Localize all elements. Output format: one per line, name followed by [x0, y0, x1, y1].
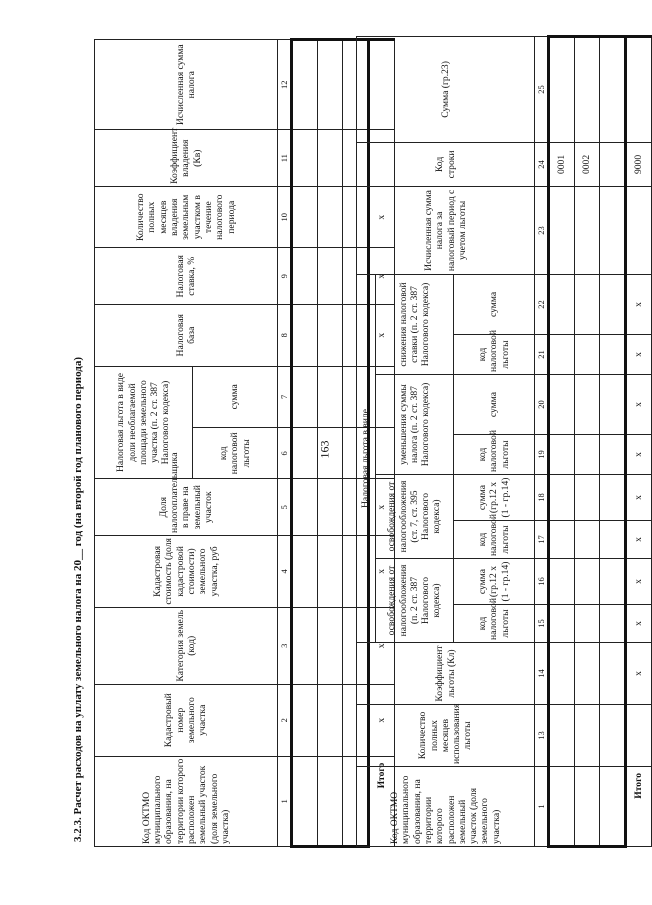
cell[interactable]: [549, 643, 575, 705]
header-sum-formula: сумма (гр.12 x (1 - гр.14): [454, 559, 535, 605]
header-relief-code: код налоговой льготы: [454, 521, 535, 559]
cell[interactable]: [575, 274, 600, 334]
cell[interactable]: [600, 475, 626, 521]
cell[interactable]: [575, 335, 600, 375]
total-cell: x: [626, 475, 652, 521]
col-number: 25: [535, 36, 549, 142]
header-relief-code: код налоговой льготы: [454, 605, 535, 643]
total-cell: x: [369, 535, 395, 607]
column-number-row: [278, 40, 292, 847]
header-relief-months: Количество полных месяцев использования льготы: [357, 705, 535, 767]
cell[interactable]: [600, 705, 626, 767]
cell[interactable]: [318, 535, 343, 607]
cell[interactable]: [292, 366, 318, 428]
col-number: 24: [535, 142, 549, 186]
header-tax-with-relief: Исчисленная сумма налога за налоговый период с учетом льготы: [357, 186, 535, 274]
total-cell: x: [626, 274, 652, 334]
cell[interactable]: [549, 475, 575, 521]
cell[interactable]: [549, 375, 575, 435]
column-number-row: [535, 36, 549, 846]
cell[interactable]: [600, 186, 626, 274]
cell[interactable]: [549, 335, 575, 375]
cell[interactable]: [600, 274, 626, 334]
cell[interactable]: [600, 521, 626, 559]
col-number: 10: [278, 186, 292, 248]
col-number: 21: [535, 335, 549, 375]
cell[interactable]: [292, 248, 318, 304]
cell[interactable]: [549, 36, 575, 142]
cell[interactable]: [549, 559, 575, 605]
cell[interactable]: [318, 428, 343, 479]
cell[interactable]: [549, 435, 575, 475]
cell[interactable]: [292, 479, 318, 535]
cell[interactable]: [575, 521, 600, 559]
cell[interactable]: [575, 375, 600, 435]
col-number: 5: [278, 479, 292, 535]
header-tax-base: Налоговая база: [95, 304, 278, 366]
header-relief-coef: Коэффициент льготы (Кл): [357, 643, 535, 705]
cell[interactable]: [318, 40, 343, 130]
col-number: 22: [535, 274, 549, 334]
cell[interactable]: [575, 475, 600, 521]
table-row: [318, 40, 343, 847]
header-exempt-387: освобождения от налогообложения (п. 2 ст. 387 Налогового кодекса): [376, 559, 454, 643]
total-cell: x: [369, 607, 395, 684]
cell[interactable]: [600, 767, 626, 847]
total-cell: x: [626, 335, 652, 375]
cell[interactable]: [575, 559, 600, 605]
header-oktmo: Код ОКТМО муниципального образования, на территории которого расположен земельный участок (доля земельного участка): [95, 756, 278, 846]
header-tax-total: Сумма (гр.23): [357, 36, 535, 142]
total-cell: x: [369, 684, 395, 756]
header-sum: сумма: [454, 375, 535, 435]
total-cell: x: [369, 248, 395, 304]
header-row-code: Код строки: [357, 142, 535, 186]
total-cell: x: [369, 479, 395, 535]
total-cell: [626, 705, 652, 767]
total-cell[interactable]: [626, 36, 652, 142]
header-cadastral-value: Кадастровая стоимость (доля кадастровой стоимости) земельного участка, руб: [95, 535, 278, 607]
header-exempt-395: освобождения от налогообложения (ст. 7, ст. 395 Налогового кодекса): [376, 475, 454, 559]
cell[interactable]: [292, 186, 318, 248]
rotated-document: [72, 38, 645, 848]
header-reduce-sum: уменьшения суммы налога (п. 2 ст. 387 Налогового кодекса): [376, 375, 454, 475]
cell[interactable]: [549, 274, 575, 334]
cell[interactable]: [292, 535, 318, 607]
header-relief-sum: сумма: [193, 366, 278, 428]
row-code: [600, 142, 626, 186]
total-cell: x: [626, 521, 652, 559]
total-cell: x: [626, 643, 652, 705]
cell[interactable]: [575, 605, 600, 643]
header-row: [357, 36, 376, 846]
total-cell: x: [369, 304, 395, 366]
header-relief-code: код налоговой льготы: [454, 435, 535, 475]
table-row: [575, 36, 600, 846]
col-number: 15: [535, 605, 549, 643]
cell[interactable]: [549, 186, 575, 274]
header-cadastral-number: Кадастровый номер земельного участка: [95, 684, 278, 756]
header-reduce-rate: снижения налоговой ставки (п. 2 ст. 387 Налогового кодекса): [376, 274, 454, 374]
header-tax-rate: Налоговая ставка, %: [95, 248, 278, 304]
cell[interactable]: [318, 304, 343, 366]
header-sum: сумма: [454, 274, 535, 334]
col-number: 9: [278, 248, 292, 304]
cell[interactable]: [600, 559, 626, 605]
total-cell: [626, 186, 652, 274]
cell[interactable]: [318, 130, 343, 186]
row-code: 0002: [575, 142, 600, 186]
cell[interactable]: [292, 40, 318, 130]
cell[interactable]: [318, 186, 343, 248]
col-number: 6: [278, 428, 292, 479]
total-cell: x: [626, 435, 652, 475]
header-oktmo: Код ОКТМО муниципального образования, на территории которого расположен земельный участок (доля земельного участка): [357, 767, 535, 847]
cell[interactable]: [318, 684, 343, 756]
col-number: 2: [278, 684, 292, 756]
cell[interactable]: [292, 684, 318, 756]
col-number: 17: [535, 521, 549, 559]
cell[interactable]: [549, 521, 575, 559]
cell[interactable]: [549, 605, 575, 643]
col-number: 18: [535, 475, 549, 521]
cell[interactable]: [292, 756, 318, 846]
header-taxpayer-share: Доля налогоплательщика в праве на земельный участок: [95, 479, 278, 535]
col-number: 14: [535, 643, 549, 705]
col-number: 13: [535, 705, 549, 767]
cell[interactable]: [600, 375, 626, 435]
row-code: 9000: [626, 142, 652, 186]
col-number: 12: [278, 40, 292, 130]
land-tax-table: [94, 38, 395, 848]
cell[interactable]: [575, 767, 600, 847]
cell[interactable]: [575, 36, 600, 142]
col-number: 11: [278, 130, 292, 186]
header-tax-sum: Исчисленная сумма налога: [95, 40, 278, 130]
header-row: [95, 40, 193, 847]
total-cell: x: [626, 559, 652, 605]
cell[interactable]: [600, 643, 626, 705]
cell[interactable]: [575, 186, 600, 274]
cell[interactable]: [575, 705, 600, 767]
cell[interactable]: [292, 428, 318, 479]
table-row: [549, 36, 575, 846]
header-land-category: Категория земель (код): [95, 607, 278, 684]
cell[interactable]: [549, 705, 575, 767]
page-number: 163: [317, 440, 332, 459]
cell[interactable]: [292, 304, 318, 366]
cell[interactable]: [575, 643, 600, 705]
col-number: 23: [535, 186, 549, 274]
cell[interactable]: [318, 479, 343, 535]
header-relief-group: Налоговая льгота в виде: [357, 274, 376, 642]
header-sum-formula: сумма (гр.12 x (1 - гр.14): [454, 475, 535, 521]
section-title: 3.2.3. Расчет расходов на уплату земельного налога на 20__ год (на второй год планового периода): [72, 356, 84, 842]
header-relief-area: Налоговая льгота в виде доли необлагаемой площади земельного участка (п. 2 ст. 387 Налогового кодекса): [95, 366, 193, 479]
cell[interactable]: [318, 248, 343, 304]
col-number: 1: [278, 756, 292, 846]
cell[interactable]: [292, 607, 318, 684]
cell[interactable]: [318, 366, 343, 428]
header-relief-code: код налоговой льготы: [193, 428, 278, 479]
cell[interactable]: [318, 607, 343, 684]
cell[interactable]: [600, 435, 626, 475]
col-number: 1: [535, 767, 549, 847]
header-ownership-months: Количество полных месяцев владения земельным участком в течение налогового периода: [95, 186, 278, 248]
cell[interactable]: [292, 130, 318, 186]
col-number: 16: [535, 559, 549, 605]
table-row: [292, 40, 318, 847]
table-row: [600, 36, 626, 846]
header-relief-code: код налоговой льготы: [454, 335, 535, 375]
col-number: 4: [278, 535, 292, 607]
tax-relief-table: [356, 35, 652, 848]
total-cell: x: [626, 375, 652, 435]
cell[interactable]: [600, 36, 626, 142]
total-row: [626, 36, 652, 846]
total-label: Итого: [626, 767, 652, 847]
total-cell: x: [369, 186, 395, 248]
col-number: 19: [535, 435, 549, 475]
col-number: 7: [278, 366, 292, 428]
cell[interactable]: [600, 605, 626, 643]
col-number: 8: [278, 304, 292, 366]
col-number: 20: [535, 375, 549, 435]
cell[interactable]: [549, 767, 575, 847]
cell[interactable]: [600, 335, 626, 375]
col-number: 3: [278, 607, 292, 684]
cell[interactable]: [575, 435, 600, 475]
header-ownership-coef: Коэффициент владения (Кв): [95, 130, 278, 186]
total-label: Итого: [369, 756, 395, 846]
cell[interactable]: [318, 756, 343, 846]
total-cell: x: [626, 605, 652, 643]
row-code: 0001: [549, 142, 575, 186]
